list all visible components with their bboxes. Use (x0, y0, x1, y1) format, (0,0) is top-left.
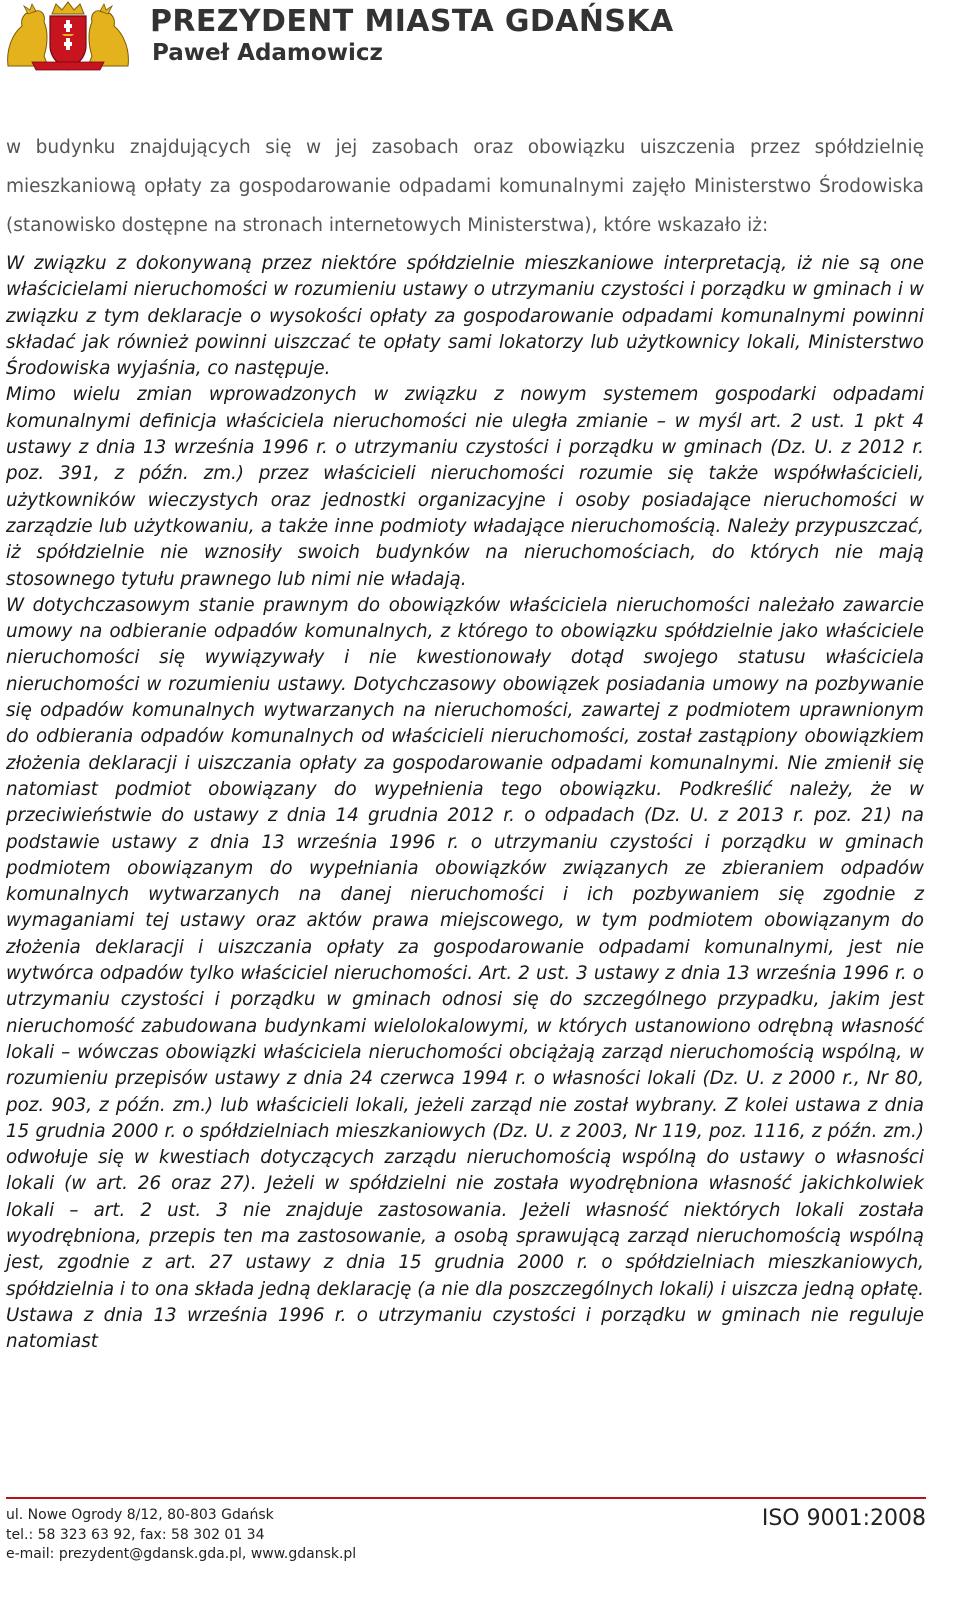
letter-body (6, 128, 924, 1355)
letterhead (0, 0, 960, 80)
letterhead-title: PREZYDENT MIASTA GDAŃSKA (150, 4, 674, 39)
quote-paragraph: W dotychczasowym stanie prawnym do obowiązków właściciela nieruchomości należało zawarcie umowy na odbieranie odpadów komunalnych, z którego to obowiązku spółdzielnie jako właściciele nieruchomości się wywiązywały i nie kwestionowały dotąd swojego statusu właściciela nieruchomości w rozumieniu ustawy. Dotychczasowy obowiązek posiadania umowy na pozbywanie się odpadów komunalnych wytwarzanych na nieruchomości, zawartej z podmiotem uprawnionym do odbierania odpadów komunalnych od właścicieli nieruchomości, został zastąpiony obowiązkiem złożenia deklaracji i uiszczania opłaty za gospodarowanie odpadami komunalnymi. Nie zmienił się natomiast podmiot obowiązany do wypełnienia tego obowiązku. Podkreślić należy, że w przeciwieństwie do ustawy z dnia 14 grudnia 2012 r. o odpadach (Dz. U. z 2013 r. poz. 21) na podstawie ustawy z dnia 13 września 1996 r. o utrzymaniu czystości i porządku w gminach podmiotem obowiązanym do wypełniania obowiązków związanych ze zbieraniem odpadów komunalnych wytwarzanych na danej nieruchomości i ich pozbywaniem się zgodnie z wymaganiami tej ustawy oraz aktów prawa miejscowego, w tym podmiotem obowiązanym do złożenia deklaracji i uiszczania opłaty za gospodarowanie odpadami komunalnymi, jest nie wytwórca odpadów tylko właściciel nieruchomości. Art. 2 ust. 3 ustawy z dnia 13 września 1996 r. o utrzymaniu czystości i porządku w gminach odnosi się do szczególnego przypadku, jakim jest nieruchomość zabudowana budynkami wielolokalowymi, w których ustanowiono odrębną własność lokali – wówczas obowiązki właściciela nieruchomości obciążają zarząd nieruchomością wspólną, w rozumieniu przepisów ustawy z dnia 24 czerwca 1994 r. o własności lokali (Dz. U. z 2000 r., Nr 80, poz. 903, z późn. zm.) lub właścicieli lokali, jeżeli zarząd nie został wybrany. Z kolei ustawa z dnia 15 grudnia 2000 r. o spółdzielniach mieszkaniowych (Dz. U. z 2003, Nr 119, poz. 1116, z późn. zm.) odwołuje się w kwestiach dotyczących zarządu nieruchomością wspólną do ustawy o własności lokali (w art. 26 oraz 27). Jeżeli w spółdzielni nie została wyodrębniona własność jakichkolwiek lokali – art. 2 ust. 3 nie znajduje zastosowania. Jeżeli własność niektórych lokali została wyodrębniona, przepis ten ma zastosowanie, a osobą sprawującą zarząd nieruchomością wspólną jest, zgodnie z art. 27 ustawy z dnia 15 grudnia 2000 r. o spółdzielniach mieszkaniowych, spółdzielnia i to ona składa jedną deklarację (a nie dla poszczególnych lokali) i uiszcza jedną opłatę. Ustawa z dnia 13 września 1996 r. o utrzymaniu czystości i porządku w gminach nie reguluje natomiast (6, 594, 924, 1353)
footer-contact (6, 1506, 356, 1565)
letterhead-subtitle: Paweł Adamowicz (152, 40, 383, 66)
footer-divider (6, 1497, 926, 1499)
footer-address: ul. Nowe Ogrody 8/12, 80-803 Gdańsk (6, 1507, 274, 1523)
footer-phone: tel.: 58 323 63 92, fax: 58 302 01 34 (6, 1526, 265, 1543)
gdansk-coat-of-arms-icon (2, 0, 134, 72)
quote-paragraph: Mimo wielu zmian wprowadzonych w związku z nowym systemem gospodarki odpadami komunalnymi definicja właściciela nieruchomości nie uległa zmianie – w myśl art. 2 ust. 1 pkt 4 ustawy z dnia 13 września 1996 r. o utrzymaniu czystości i porządku w gminach (Dz. U. z 2012 r. poz. 391, z późn. zm.) przez właścicieli nieruchomości rozumie się także współwłaścicieli, użytkowników wieczystych oraz jednostki organizacyjne i osoby posiadające nieruchomości w zarządzie lub użytkowaniu, a także inne podmioty władające nieruchomością. Należy przypuszczać, iż spółdzielnie nie wznosiły swoich budynków na nieruchomościach, do których nie mają stosownego tytułu prawnego lub nimi nie władają. (6, 384, 924, 590)
intro-paragraph: w budynku znajdujących się w jej zasobach oraz obowiązku uiszczenia przez spółdzielnię mieszkaniową opłaty za gospodarowanie odpadami komunalnymi zajęło Ministerstwo Środowiska (stanowisko dostępne na stronach internetowych Ministerstwa), które wskazało iż: (6, 137, 924, 236)
footer-email-web: e-mail: prezydent@gdansk.gda.pl, www.gdansk.pl (6, 1546, 357, 1562)
iso-certification: ISO 9001:2008 (761, 1506, 926, 1531)
ministry-quote (6, 251, 924, 1355)
quote-paragraph: W związku z dokonywaną przez niektóre spółdzielnie mieszkaniowe interpretacją, iż nie są one właścicielami nieruchomości w rozumieniu ustawy o utrzymaniu czystości i porządku w gminach i w związku z tym deklaracje o wysokości opłaty za gospodarowanie odpadami komunalnymi powinni składać jak również powinni uiszczać te opłaty sami lokatorzy lub użytkownicy lokali, Ministerstwo Środowiska wyjaśnia, co następuje. (6, 253, 924, 380)
